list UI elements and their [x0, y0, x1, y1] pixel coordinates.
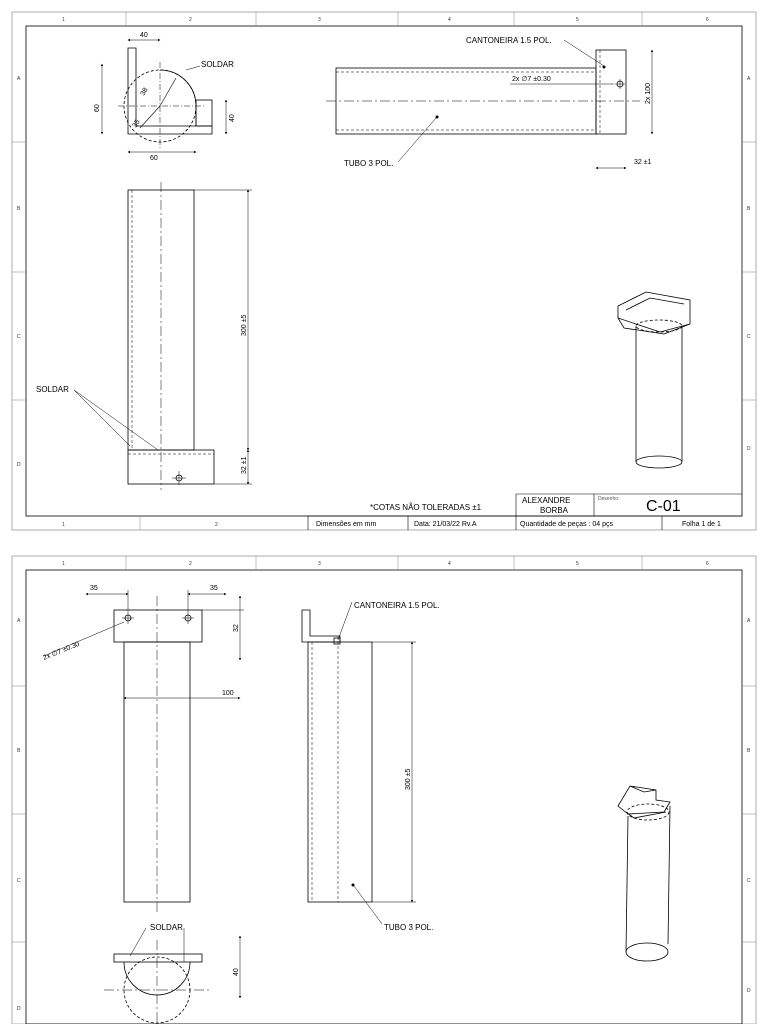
dim-2x100: 2x 100: [645, 82, 652, 104]
dim-300-sheet1: 300 ±5: [241, 314, 248, 336]
dim-35-right: 35: [210, 585, 218, 592]
leader-dot-tubo-sheet2: [352, 884, 355, 887]
label-tubo-sheet1: TUBO 3 POL.: [344, 159, 394, 168]
sheet2-front-view: [114, 596, 202, 912]
dim-holes-sheet2: 2x ∅7 ±0.30: [42, 640, 81, 662]
leader-dot-tubo: [436, 116, 439, 119]
top-view-dimension-lines: [102, 40, 226, 152]
sheet2-bottom-dimension-lines: [130, 928, 240, 998]
drawing-label: Desenho:: [598, 496, 620, 502]
sheet2-side-view: [302, 610, 372, 902]
dim-top-40-vertical: 40: [229, 114, 236, 122]
date-revision: Data: 21/03/22 Rv.A: [414, 521, 477, 528]
isometric-view-sheet2: [618, 786, 670, 961]
label-tubo-sheet2: TUBO 3 POL.: [384, 923, 434, 932]
zone-col-2: 2: [189, 17, 192, 23]
dim-radius-38: 38: [139, 86, 150, 97]
label-soldar-side: SOLDAR: [36, 385, 69, 394]
dim-radius-35: 35: [131, 118, 142, 129]
quantity: Quantidade de peças : 04 pçs: [520, 521, 614, 528]
front-view-dimension-lines: [74, 190, 252, 484]
dim-35-left: 35: [90, 585, 98, 592]
drawing-number: C-01: [646, 498, 681, 515]
dim-40-sheet2: 40: [233, 968, 240, 976]
zone2-row-b-left: B: [17, 748, 21, 754]
zone-col-4: 4: [448, 17, 451, 23]
zone-row-a-left: A: [17, 76, 21, 82]
zone2-col-3: 3: [318, 561, 321, 567]
label-soldar-top: SOLDAR: [201, 60, 234, 69]
horizontal-view-tube: [326, 50, 640, 134]
zone2-col-1: 1: [62, 561, 65, 567]
sheet2-side-dimension-lines: [338, 602, 416, 924]
sheet-number: Folha 1 de 1: [682, 521, 721, 528]
units-note: Dimensões em mm: [316, 521, 377, 528]
zone-row-c-left: C: [17, 334, 21, 340]
zone2-row-a-right: A: [747, 618, 751, 624]
label-cantoneira-sheet1: CANTONEIRA 1.5 POL.: [466, 36, 552, 45]
zone2-col-2: 2: [189, 561, 192, 567]
zone-row-b-right: B: [747, 206, 751, 212]
leader-dot-cantoneira: [603, 66, 606, 69]
label-soldar-sheet2: SOLDAR: [150, 923, 183, 932]
dim-32-sheet2: 32: [233, 624, 240, 632]
sheet-1: [12, 12, 756, 530]
sheet2-bottom-view: [104, 940, 212, 1024]
label-cantoneira-sheet2: CANTONEIRA 1.5 POL.: [354, 601, 440, 610]
zone-row-d-left: D: [17, 462, 21, 468]
isometric-view-sheet1: [618, 292, 690, 468]
zone2-row-b-right: B: [747, 748, 751, 754]
zone2-row-c-left: C: [17, 878, 21, 884]
zone2-row-c-right: C: [747, 878, 751, 884]
sheet-2-inner-frame: [26, 570, 742, 1024]
dim-300-sheet2: 300 ±5: [405, 768, 412, 790]
zone2-col-5: 5: [576, 561, 579, 567]
note-cotas: *COTAS NÃO TOLERADAS ±1: [370, 503, 482, 512]
sheet-1-inner-frame: [26, 26, 742, 516]
top-view-angle: [118, 48, 212, 150]
zone-row-b-left: B: [17, 206, 21, 212]
zone2-row-d-right: D: [747, 988, 751, 994]
dim-top-60-vertical: 60: [94, 104, 101, 112]
dim-100-sheet2: 100: [222, 690, 234, 697]
sheet-2: [12, 556, 756, 1024]
zone-col-6: 6: [706, 17, 709, 23]
zone-row-d-right: D: [747, 446, 751, 452]
zone-col-3: 3: [318, 17, 321, 23]
dim-32-horizontal: 32 ±1: [634, 159, 652, 166]
horizontal-view-dimension-lines: [398, 40, 652, 168]
dim-holes-sheet1: 2x ∅7 ±0.30: [512, 76, 551, 83]
zone2-row-a-left: A: [17, 618, 21, 624]
zone2-row-d-left: D: [17, 1006, 21, 1012]
zone2-col-4: 4: [448, 561, 451, 567]
author-line-1: ALEXANDRE: [522, 496, 571, 505]
zone-bottom-col-2: 2: [215, 522, 218, 528]
zone-col-5: 5: [576, 17, 579, 23]
zone-row-c-right: C: [747, 334, 751, 340]
zone2-col-6: 6: [706, 561, 709, 567]
zone-row-a-right: A: [747, 76, 751, 82]
zone-col-1: 1: [62, 17, 65, 23]
zone-bottom-col-1: 1: [62, 522, 65, 528]
dim-32-vertical: 32 ±1: [241, 456, 248, 474]
dim-top-40: 40: [140, 32, 148, 39]
dim-top-60-horizontal: 60: [150, 155, 158, 162]
front-view-tube: [128, 182, 214, 490]
author-line-2: BORBA: [540, 506, 569, 515]
